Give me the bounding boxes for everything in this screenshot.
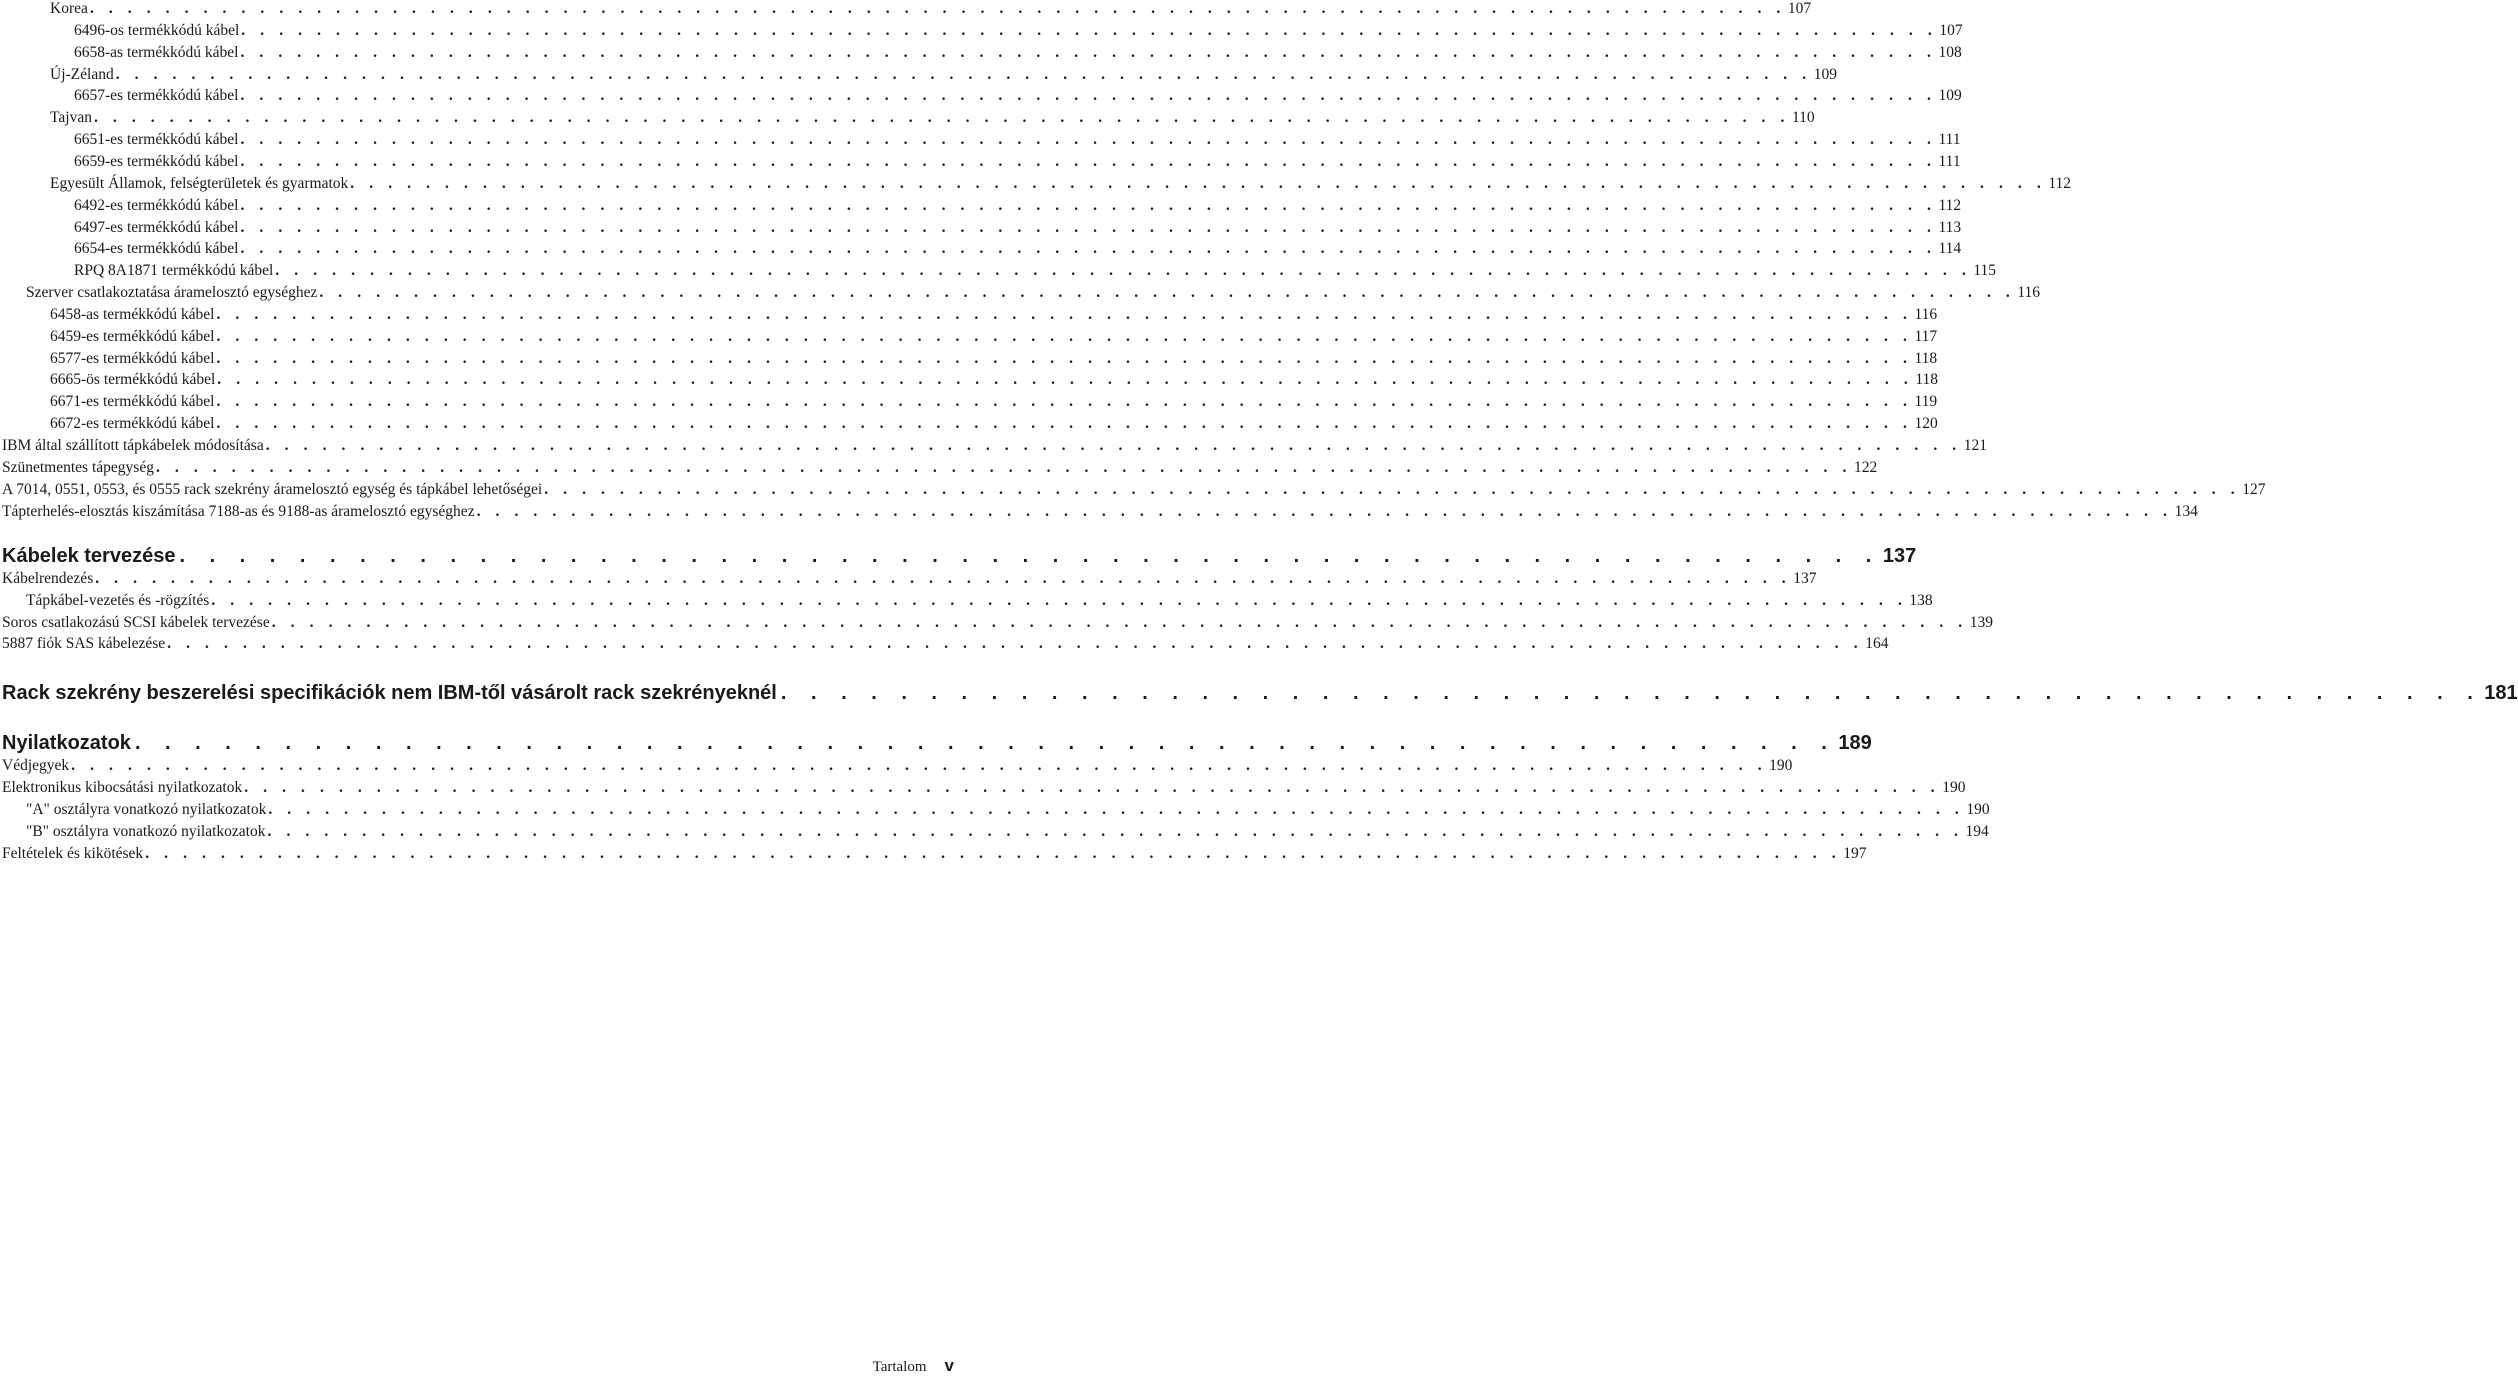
dot-leader: . . . . . . . . . . . . . . . . . . . . . . . . . . . . . . . . . . . . . . . . . . . . . . . . . . . . . . . . . . . . . . . . . . . . . . . . . . . . . . . . . . . . . . . . . . [211, 591, 1908, 609]
toc-entry-page-number: 197 [1843, 844, 1867, 862]
dot-leader: . . . . . . . . . . . . . . . . . . . . . . . . . . . . . . . . . . . . . . . . . . . . . . . . . . . . . . . . . . . . . . . . . . . . . . . . . . . . . . . . . . . . . . . . . . [240, 43, 1937, 61]
toc-entry-label: 6651-es termékkódú kábel [74, 131, 239, 149]
toc-entry-label: 6497-es termékkódú kábel [74, 218, 239, 236]
toc-entry-page-number: 112 [1938, 196, 1962, 214]
chapter-entry-rack[interactable] [0, 677, 2518, 705]
dot-leader: . . . . . . . . . . . . . . . . . . . . . . . . . . . . . . . . . . . . . . . . . . . . . . . . . . . . . . . . . . . . . . . . . . . . . . . . . . . . . . . . . . . . . . . . . . [93, 109, 1790, 127]
toc-entry-page-number: 114 [1938, 240, 1962, 258]
chapter-entry-notices[interactable] [0, 727, 1872, 755]
toc-entry-page-number: 116 [1914, 305, 1938, 323]
chapter-title: Rack szekrény beszerelési specifikációk nem IBM-től vásárolt rack szekrényeknél [2, 682, 777, 704]
toc-entry-page-number: 120 [1914, 415, 1938, 433]
toc-entry-page-number: 164 [1865, 635, 1889, 653]
toc-entry[interactable] [0, 236, 1962, 258]
toc-entry-page-number: 117 [1914, 327, 1938, 345]
toc-entry-page-number: 190 [1966, 800, 1990, 818]
dot-leader: . . . . . . . . . . . . . . . . . . . . . . . . . . . . . . . . . . . . . . . . . . . . . . . . . . . . . . . . . . . . . . . . . . . . . . . . . . . . . . . . . . . . . . . . . . [240, 196, 1937, 214]
chapter-page-number: 137 [1882, 545, 1917, 567]
toc-entry-page-number: 134 [2174, 502, 2198, 520]
toc-entry[interactable] [0, 346, 1938, 368]
toc-entry[interactable] [0, 841, 1867, 863]
toc-entry-label: Tápterhelés-elosztás kiszámítása 7188-as és 9188-as áramelosztó egységhez [2, 502, 475, 520]
toc-entry-label: 6671-es termékkódú kábel [50, 393, 215, 411]
dot-leader: . . . . . . . . . . . . . . . . . . . . . . . . . . . . . . . . . . . . . . . . . . . . . . . . . . . . . . . . . . . . . . . . . . . . . . . . . . . . . . . . . . . . . . . . . . [95, 570, 1792, 587]
toc-entry-page-number: 194 [1965, 822, 1989, 840]
toc-entry-page-number: 118 [1915, 371, 1939, 389]
toc-entry-label: Elektronikus kibocsátási nyilatkozatok [2, 778, 243, 796]
dot-leader: . . . . . . . . . . . . . . . . . . . . . . . . . . . . . . . . . . . . . . . . . . . . . . . . . . . . . . . . . [780, 682, 2483, 704]
toc-entry-label: 6492-es termékkódú kábel [74, 196, 239, 214]
chapter-page-number: 181 [2484, 682, 2518, 704]
toc-entry-label: 6577-es termékkódú kábel [50, 349, 215, 367]
dot-leader: . . . . . . . . . . . . . . . . . . . . . . . . . . . . . . . . . . . . . . . . . . . . . . . . . . . . . . . . . . . . . . . . . . . . . . . . . . . . . . . . . . . . . . . . . . [350, 174, 2047, 192]
toc-entry[interactable] [0, 389, 1938, 411]
toc-entry-label: 6665-ös termékkódú kábel [50, 371, 216, 389]
toc-entry-label: "B" osztályra vonatkozó nyilatkozatok [26, 822, 266, 840]
toc-entry-page-number: 109 [1938, 87, 1962, 105]
toc-entry-page-number: 107 [1939, 21, 1963, 39]
toc-entry[interactable] [0, 62, 1837, 84]
dot-leader: . . . . . . . . . . . . . . . . . . . . . . . . . . . . . . . . . . . . . . . . . . . . . . . . . . . . . . . . . . . . . . . . . . . . . . . . . . . . . . . . . . . . . . . . . . [216, 349, 1913, 367]
dot-leader: . . . . . . . . . . . . . . . . . . . . . . . . . . . . . . . . . . . . . . . . . . . . . . . . . . . . . . . . . . . . . . . . . . . . . . . . . . . . . . . . . . . . . . . . . . [71, 757, 1768, 774]
toc-entry[interactable] [0, 433, 1987, 455]
toc-entry[interactable] [0, 171, 2072, 193]
dot-leader: . . . . . . . . . . . . . . . . . . . . . . . . . . . . . . . . . . . . . . . . . . . . . . . . . . . . . . . . . [179, 545, 1881, 567]
toc-entry-page-number: 107 [1787, 0, 1812, 17]
dot-leader: . . . . . . . . . . . . . . . . . . . . . . . . . . . . . . . . . . . . . . . . . . . . . . . . . . . . . . . . . . . . . . . . . . . . . . . . . . . . . . . . . . . . . . . . . . [476, 502, 2173, 520]
toc-entry-page-number: 137 [1793, 570, 1817, 587]
toc-entry[interactable] [0, 477, 2266, 499]
dot-leader: . . . . . . . . . . . . . . . . . . . . . . . . . . . . . . . . . . . . . . . . . . . . . . . . . . . . . . . . . . . . . . . . . . . . . . . . . . . . . . . . . . . . . . . . . . [319, 284, 2016, 302]
toc-entry[interactable] [0, 302, 1938, 324]
toc-entry-label: Feltételek és kikötések [2, 844, 144, 862]
toc-entry[interactable] [0, 631, 1889, 653]
toc-entry-label: 6496-os termékkódú kábel [74, 21, 240, 39]
toc-entry[interactable] [0, 455, 1878, 477]
toc-entry[interactable] [0, 215, 1962, 237]
toc-entry[interactable] [0, 280, 2041, 302]
toc-entry-page-number: 119 [1914, 393, 1938, 411]
toc-entry-label: 6658-as termékkódú kábel [74, 43, 239, 61]
toc-entry-label: Kábelrendezés [2, 570, 94, 587]
toc-entry-page-number: 118 [1914, 349, 1938, 367]
dot-leader: . . . . . . . . . . . . . . . . . . . . . . . . . . . . . . . . . . . . . . . . . . . . . . . . . . . . . . . . . . . . . . . . . . . . . . . . . . . . . . . . . . . . . . . . . . [240, 218, 1937, 236]
footer-page-number: v [944, 1356, 954, 1375]
toc-entry-page-number: 190 [1942, 778, 1966, 796]
toc-entry-page-number: 190 [1769, 757, 1793, 774]
toc-entry-page-number: 121 [1963, 437, 1987, 454]
toc-entry-label: Egyesült Államok, felségterületek és gyarmatok [50, 174, 349, 192]
dot-leader: . . . . . . . . . . . . . . . . . . . . . . . . . . . . . . . . . . . . . . . . . . . . . . . . . . . . . . . . . . . . . . . . . . . . . . . . . . . . . . . . . . . . . . . . . . [271, 613, 1968, 631]
toc-entry[interactable] [0, 105, 1815, 127]
dot-leader: . . . . . . . . . . . . . . . . . . . . . . . . . . . . . . . . . . . . . . . . . . . . . . . . . . . . . . . . . . . . . . . . . . . . . . . . . . . . . . . . . . . . . . . . . . [167, 635, 1864, 653]
toc-entry[interactable] [0, 40, 1962, 62]
toc-entry-page-number: 111 [1938, 131, 1961, 149]
toc-entry-page-number: 109 [1813, 65, 1837, 83]
dot-leader: . . . . . . . . . . . . . . . . . . . . . . . . . . . . . . . . . . . . . . . . . . . . . . . . . . . . . . . . . . . . . . . . . . . . . . . . . . . . . . . . . . . . . . . . . . [240, 87, 1937, 105]
toc-entry-label: 6659-es termékkódú kábel [74, 152, 239, 170]
toc-entry[interactable] [0, 83, 1962, 105]
chapter-title: Nyilatkozatok [2, 732, 131, 754]
toc-entry-label: 6458-as termékkódú kábel [50, 305, 215, 323]
dot-leader: . . . . . . . . . . . . . . . . . . . . . . . . . . . . . . . . . . . . . . . . . . . . . . . . . . . . . . . . . . . . . . . . . . . . . . . . . . . . . . . . . . . . . . . . . . [240, 240, 1937, 258]
dot-leader: . . . . . . . . . . . . . . . . . . . . . . . . . . . . . . . . . . . . . . . . . . . . . . . . . . . . . . . . . . . . . . . . . . . . . . . . . . . . . . . . . . . . . . . . . . [265, 437, 1962, 454]
toc-entry[interactable] [0, 258, 1997, 280]
dot-leader: . . . . . . . . . . . . . . . . . . . . . . . . . . . . . . . . . . . . . . . . . . . . . . . . . . . . . . . . . . . . . . . . . . . . . . . . . . . . . . . . . . . . . . . . . . [244, 778, 1941, 796]
toc-entry[interactable] [0, 127, 1961, 149]
dot-leader: . . . . . . . . . . . . . . . . . . . . . . . . . . . . . . . . . . . . . . . . . . . . . . . . . . . . . . . . . . . . . . . . . . . . . . . . . . . . . . . . . . . . . . . . . . [240, 131, 1937, 149]
toc-entry[interactable] [0, 819, 1989, 841]
toc-entry-label: 6459-es termékkódú kábel [50, 327, 215, 345]
toc-entry-page-number: 112 [2048, 174, 2072, 192]
dot-leader: . . . . . . . . . . . . . . . . . . . . . . . . . . . . . . . . . . . . . . . . . . . . . . . . . . . . . . . . . . . . . . . . . . . . . . . . . . . . . . . . . . . . . . . . . . [216, 415, 1913, 433]
toc-entry[interactable] [0, 367, 1939, 389]
toc-entry[interactable] [0, 149, 1961, 171]
toc-entry-label: 6654-es termékkódú kábel [74, 240, 239, 258]
toc-entry-label: Szünetmentes tápegység [2, 458, 154, 476]
toc-entry[interactable] [0, 0, 1812, 18]
toc-entry[interactable] [0, 588, 1933, 610]
toc-entry[interactable] [0, 610, 1994, 632]
toc-entry-page-number: 115 [1973, 262, 1997, 280]
toc-entry[interactable] [0, 193, 1962, 215]
page-footer [873, 1357, 954, 1376]
toc-entry-page-number: 113 [1938, 218, 1962, 236]
dot-leader: . . . . . . . . . . . . . . . . . . . . . . . . . . . . . . . . . . . . . . . . . . . . . . . . . . . . . . . . . . . . . . . . . . . . . . . . . . . . . . . . . . . . . . . . . . [217, 371, 1914, 389]
toc-entry-page-number: 139 [1969, 613, 1994, 631]
dot-leader: . . . . . . . . . . . . . . . . . . . . . . . . . . . . . . . . . . . . . . . . . . . . . . . . . . . . . . . . . . . . . . . . . . . . . . . . . . . . . . . . . . . . . . . . . . [275, 262, 1972, 280]
toc-entry[interactable] [0, 411, 1938, 433]
toc-entry-label: 5887 fiók SAS kábelezése [2, 635, 166, 653]
dot-leader: . . . . . . . . . . . . . . . . . . . . . . . . . . . . . . . . . . . . . . . . . . . . . . . . . . . . . . . . . . . . . . . . . . . . . . . . . . . . . . . . . . . . . . . . . . [155, 458, 1852, 476]
toc-entry-page-number: 108 [1938, 43, 1962, 61]
chapter-entry-cables[interactable] [0, 540, 1917, 568]
dot-leader: . . . . . . . . . . . . . . . . . . . . . . . . . . . . . . . . . . . . . . . . . . . . . . . . . . . . . . . . . . . . . . . . . . . . . . . . . . . . . . . . . . . . . . . . . . [267, 822, 1964, 840]
toc-entry-label: A 7014, 0551, 0553, és 0555 rack szekrény áramelosztó egység és tápkábel lehetőségei [2, 480, 543, 498]
toc-entry-label: Tajvan [50, 109, 92, 127]
toc-entry-page-number: 110 [1791, 109, 1815, 127]
dot-leader: . . . . . . . . . . . . . . . . . . . . . . . . . . . . . . . . . . . . . . . . . . . . . . . . . . . . . . . . . . . . . . . . . . . . . . . . . . . . . . . . . . . . . . . . . . [216, 305, 1913, 323]
toc-entry-page-number: 127 [2242, 480, 2266, 498]
toc-entry[interactable] [0, 775, 1966, 797]
chapter-page-number: 189 [1838, 732, 1872, 754]
toc-entry-page-number: 122 [1853, 458, 1878, 476]
toc-entry[interactable] [0, 324, 1938, 346]
toc-entry[interactable] [0, 753, 1793, 775]
dot-leader: . . . . . . . . . . . . . . . . . . . . . . . . . . . . . . . . . . . . . . . . . . . . . . . . . . . . . . . . . . . . . . . . . . . . . . . . . . . . . . . . . . . . . . . . . . [89, 0, 1786, 17]
dot-leader: . . . . . . . . . . . . . . . . . . . . . . . . . . . . . . . . . . . . . . . . . . . . . . . . . . . . . . . . . . . . . . . . . . . . . . . . . . . . . . . . . . . . . . . . . . [241, 21, 1938, 39]
dot-leader: . . . . . . . . . . . . . . . . . . . . . . . . . . . . . . . . . . . . . . . . . . . . . . . . . . . . . . . . . . . . . . . . . . . . . . . . . . . . . . . . . . . . . . . . . . [216, 327, 1913, 345]
toc-entry-label: Szerver csatlakoztatása áramelosztó egységhez [26, 284, 318, 302]
dot-leader: . . . . . . . . . . . . . . . . . . . . . . . . . . . . . . . . . . . . . . . . . . . . . . . . . . . . . . . . . . . . . . . . . . . . . . . . . . . . . . . . . . . . . . . . . . [240, 152, 1937, 170]
dot-leader: . . . . . . . . . . . . . . . . . . . . . . . . . . . . . . . . . . . . . . . . . . . . . . . . . . . . . . . . . . . . . . . . . . . . . . . . . . . . . . . . . . . . . . . . . . [216, 393, 1913, 411]
toc-entry-label: "A" osztályra vonatkozó nyilatkozatok [26, 800, 267, 818]
toc-entry-label: 6657-es termékkódú kábel [74, 87, 239, 105]
dot-leader: . . . . . . . . . . . . . . . . . . . . . . . . . . . . . . . . . . . . . . . . . . . . . . . . . . . . . . . . . . . . . . . . . . . . . . . . . . . . . . . . . . . . . . . . . . [544, 480, 2241, 498]
chapter-title: Kábelek tervezése [2, 545, 176, 567]
toc-entry-label: Védjegyek [2, 757, 70, 774]
toc-entry-page-number: 116 [2017, 284, 2041, 302]
toc-entry[interactable] [0, 18, 1963, 40]
toc-entry[interactable] [0, 499, 2198, 521]
toc-entry-label: RPQ 8A1871 termékkódú kábel [74, 262, 274, 280]
dot-leader: . . . . . . . . . . . . . . . . . . . . . . . . . . . . . . . . . . . . . . . . . . . . . . . . . . . . . . . . . . . . . . . . . . . . . . . . . . . . . . . . . . . . . . . . . . [145, 844, 1842, 862]
toc-entry-label: IBM által szállított tápkábelek módosítása [2, 437, 264, 454]
toc-entry-label: 6672-es termékkódú kábel [50, 415, 215, 433]
toc-entry-page-number: 111 [1938, 152, 1961, 170]
dot-leader: . . . . . . . . . . . . . . . . . . . . . . . . . . . . . . . . . . . . . . . . . . . . . . . . . . . . . . . . . . . . . . . . . . . . . . . . . . . . . . . . . . . . . . . . . . [115, 65, 1812, 83]
toc-entry-page-number: 138 [1909, 591, 1933, 609]
toc-entry-label: Korea [50, 0, 88, 17]
toc-entry-label: Tápkábel-vezetés és -rögzítés [26, 591, 210, 609]
footer-section-title: Tartalom [872, 1359, 927, 1375]
dot-leader: . . . . . . . . . . . . . . . . . . . . . . . . . . . . . . . . . . . . . . . . . . . . . . . . . . . . . . . . . [134, 732, 1837, 754]
toc-entry-label: Soros csatlakozású SCSI kábelek tervezése [2, 613, 270, 631]
toc-entry[interactable] [0, 566, 1817, 588]
toc-entry-label: Új-Zéland [50, 65, 114, 83]
toc-entry[interactable] [0, 797, 1990, 819]
dot-leader: . . . . . . . . . . . . . . . . . . . . . . . . . . . . . . . . . . . . . . . . . . . . . . . . . . . . . . . . . . . . . . . . . . . . . . . . . . . . . . . . . . . . . . . . . . [268, 800, 1965, 818]
